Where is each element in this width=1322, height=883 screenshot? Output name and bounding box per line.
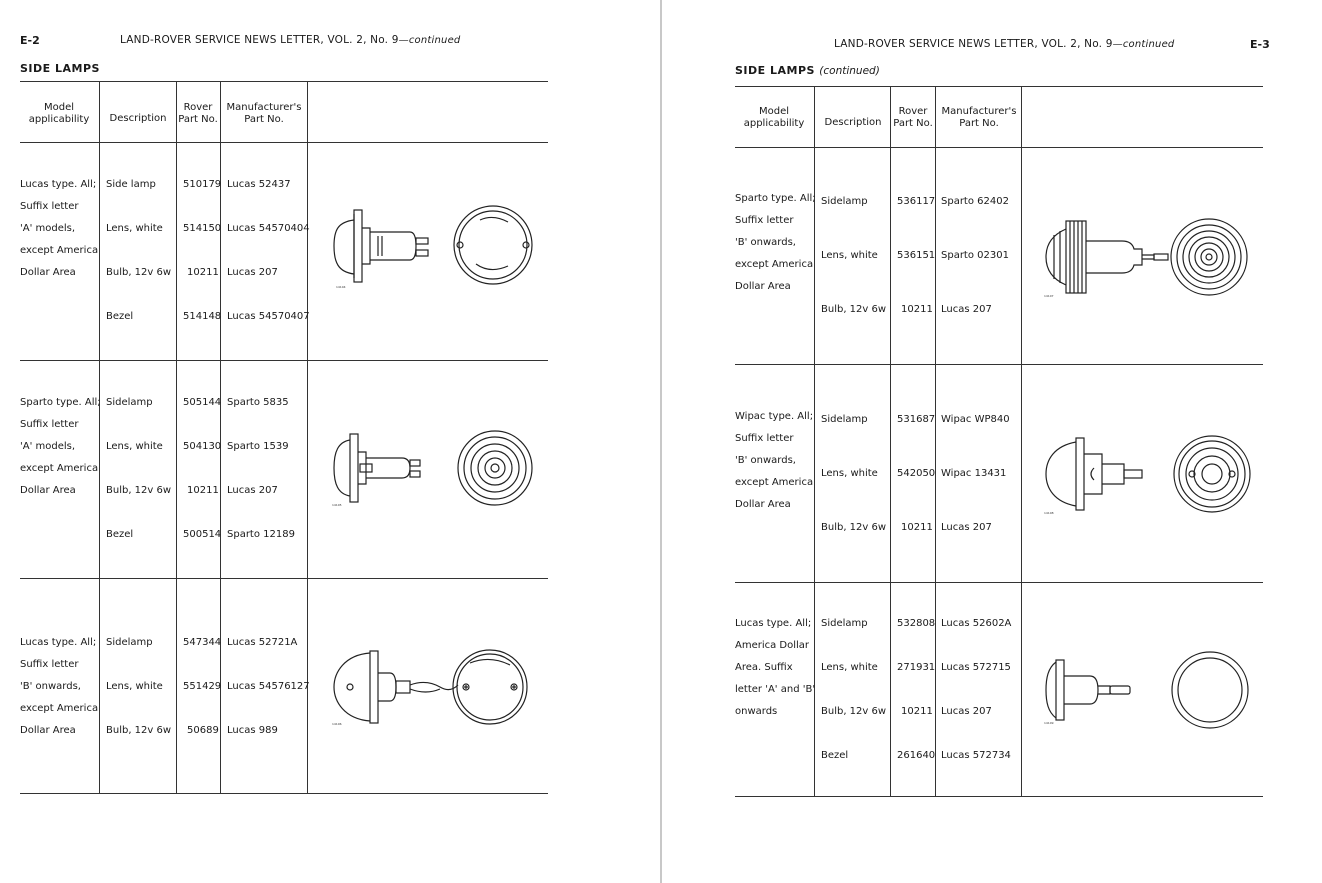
header-model: Model applicability [28,102,90,125]
rover-part-number: 500514 [183,529,222,540]
right-page [662,0,1322,883]
running-head-suffix: —continued [1112,39,1175,50]
rover-part-number: 536117 [897,196,936,207]
part-description: Sidelamp [106,397,153,408]
running-head-text: LAND-ROVER SERVICE NEWS LETTER, VOL. 2, No. 9 [120,34,399,46]
model-line: onwards [735,706,778,717]
header-manufacturer-part-no: Manufacturer's Part No. [941,106,1017,129]
rover-part-column [183,632,221,742]
rover-part-number: 10211 [901,706,933,717]
manufacturer-part-number: Lucas 207 [227,485,278,496]
table-bottom-rule [735,796,1263,797]
rover-part-number: 551429 [183,681,222,692]
model-line: except America [735,477,814,488]
model-line: Dollar Area [735,499,791,510]
manufacturer-part-number: Lucas 572734 [941,750,1011,761]
header-manufacturer-part-no: Manufacturer's Part No. [226,102,302,125]
manufacturer-part-number: Wipac WP840 [941,414,1010,425]
description-column [106,174,171,328]
rover-part-number: 542050 [897,468,936,479]
model-line: Wipac type. All; [735,411,814,422]
header-rover-part-no: Rover Part No. [178,102,218,125]
part-description: Bulb, 12v 6w [106,485,172,496]
part-description: Bulb, 12v 6w [821,522,887,533]
section-title [735,64,880,77]
manufacturer-part-number: Sparto 1539 [227,441,289,452]
lucas-domed-side-lamp-drawing-icon [330,645,540,730]
part-description: Side lamp [106,179,156,190]
sparto-ribbed-side-lamp-drawing-icon [1042,215,1252,300]
part-description: Lens, white [106,223,163,234]
model-line: Lucas type. All; [20,179,97,190]
svg-text:14108: 14108 [1044,511,1054,515]
rover-part-number: 271931 [897,662,936,673]
manufacturer-part-number: Sparto 12189 [227,529,295,540]
model-line: Dollar Area [20,267,76,278]
running-head [120,34,460,46]
model-line: Dollar Area [20,485,76,496]
manufacturer-part-number: Lucas 54576127 [227,681,310,692]
part-description: Sidelamp [821,414,868,425]
section-title-text: SIDE LAMPS [735,64,815,77]
model-line: Lucas type. All; [735,618,812,629]
running-head-suffix: —continued [398,35,461,46]
manufacturer-part-number: Sparto 62402 [941,196,1009,207]
manufacturer-part-number: Wipac 13431 [941,468,1007,479]
model-line: Suffix letter [20,419,79,430]
manufacturer-part-number: Lucas 52437 [227,179,291,190]
manufacturer-part-number: Lucas 54570407 [227,311,310,322]
page-number: E-2 [20,34,40,47]
sparto-side-lamp-drawing-icon [330,428,540,508]
manufacturer-part-number: Lucas 207 [227,267,278,278]
manufacturer-part-number: Lucas 207 [941,522,992,533]
manufacturer-part-column [941,613,1011,767]
description-column [821,613,886,767]
manufacturer-part-number: Lucas 207 [941,304,992,315]
header-description: Description [109,113,167,124]
manufacturer-part-column [941,188,1009,323]
part-description: Lens, white [106,681,163,692]
model-line: 'A' models, [20,441,76,452]
rover-part-number: 10211 [187,267,219,278]
wipac-side-lamp-drawing-icon [1042,432,1252,517]
lucas-plain-side-lamp-drawing-icon [1042,648,1252,733]
model-applicability [735,613,815,723]
model-line: Dollar Area [20,725,76,736]
part-description: Lens, white [821,662,878,673]
manufacturer-part-number: Lucas 207 [941,706,992,717]
part-description: Bulb, 12v 6w [821,304,887,315]
model-line: except America [20,245,99,256]
rover-part-number: 532808 [897,618,936,629]
description-column [106,392,171,546]
rover-part-column [897,188,935,323]
part-description: Bulb, 12v 6w [821,706,887,717]
model-applicability [20,632,98,742]
section-title-text: SIDE LAMPS [20,62,100,75]
svg-text:14106: 14106 [332,722,342,726]
svg-text:14104: 14104 [336,285,346,289]
part-description: Sidelamp [821,196,868,207]
model-applicability [20,392,101,502]
running-head-text: LAND-ROVER SERVICE NEWS LETTER, VOL. 2, No. 9 [834,38,1113,50]
column-divider [176,81,177,793]
rover-part-column [897,613,935,767]
model-applicability [20,174,98,284]
table-bottom-rule [20,793,548,794]
part-description: Sidelamp [821,618,868,629]
model-line: Lucas type. All; [20,637,97,648]
rover-part-number: 514150 [183,223,222,234]
column-divider [890,86,891,796]
lucas-side-lamp-drawing-icon [330,200,540,290]
svg-text:14107: 14107 [1044,294,1054,298]
manufacturer-part-column [227,392,295,546]
model-line: America Dollar [735,640,810,651]
running-head [834,38,1174,50]
rover-part-number: 10211 [901,304,933,315]
description-column [821,406,886,541]
svg-text:14109: 14109 [1044,721,1054,725]
part-description: Sidelamp [106,637,153,648]
rover-part-number: 10211 [187,485,219,496]
manufacturer-part-column [227,632,310,742]
part-description: Bezel [821,750,849,761]
rover-part-number: 536151 [897,250,936,261]
model-line: Suffix letter [20,201,79,212]
manufacturer-part-column [227,174,310,328]
model-line: except America [20,463,99,474]
model-line: Suffix letter [20,659,79,670]
model-applicability [735,188,816,298]
rover-part-number: 50689 [187,725,219,736]
model-line: except America [735,259,814,270]
left-page [0,0,660,883]
model-line: Sparto type. All; [20,397,101,408]
column-divider [1021,86,1022,796]
part-description: Bezel [106,529,134,540]
model-line: letter 'A' and 'B' [735,684,816,695]
rover-part-number: 514148 [183,311,222,322]
model-line: 'B' onwards, [20,681,81,692]
part-description: Lens, white [106,441,163,452]
rover-part-number: 261640 [897,750,936,761]
rover-part-number: 531687 [897,414,936,425]
rover-part-number: 510179 [183,179,222,190]
part-description: Bezel [106,311,134,322]
section-title-suffix: (continued) [819,65,880,77]
manufacturer-part-number: Lucas 54570404 [227,223,310,234]
rover-part-number: 504130 [183,441,222,452]
part-description: Bulb, 12v 6w [106,725,172,736]
model-line: except America [20,703,99,714]
part-description: Lens, white [821,250,878,261]
section-title [20,62,100,75]
header-description: Description [824,117,882,128]
model-line: Suffix letter [735,433,794,444]
model-applicability [735,406,813,516]
rover-part-column [183,174,221,328]
rover-part-column [183,392,221,546]
manufacturer-part-number: Lucas 572715 [941,662,1011,673]
manufacturer-part-number: Lucas 52721A [227,637,298,648]
model-line: 'B' onwards, [735,237,796,248]
header-rover-part-no: Rover Part No. [893,106,933,129]
rover-part-number: 505144 [183,397,222,408]
manufacturer-part-column [941,406,1010,541]
model-line: Dollar Area [735,281,791,292]
description-column [821,188,886,323]
rover-part-number: 547344 [183,637,222,648]
model-line: Area. Suffix [735,662,793,673]
manufacturer-part-number: Sparto 5835 [227,397,289,408]
manufacturer-part-number: Sparto 02301 [941,250,1009,261]
part-description: Bulb, 12v 6w [106,267,172,278]
svg-text:14105: 14105 [332,503,342,507]
model-line: Suffix letter [735,215,794,226]
model-line: 'B' onwards, [735,455,796,466]
manufacturer-part-number: Lucas 52602A [941,618,1012,629]
manufacturer-part-number: Lucas 989 [227,725,278,736]
part-description: Lens, white [821,468,878,479]
description-column [106,632,171,742]
model-line: 'A' models, [20,223,76,234]
rover-part-number: 10211 [901,522,933,533]
page-number: E-3 [1250,38,1270,51]
rover-part-column [897,406,935,541]
header-model: Model applicability [743,106,805,129]
model-line: Sparto type. All; [735,193,816,204]
